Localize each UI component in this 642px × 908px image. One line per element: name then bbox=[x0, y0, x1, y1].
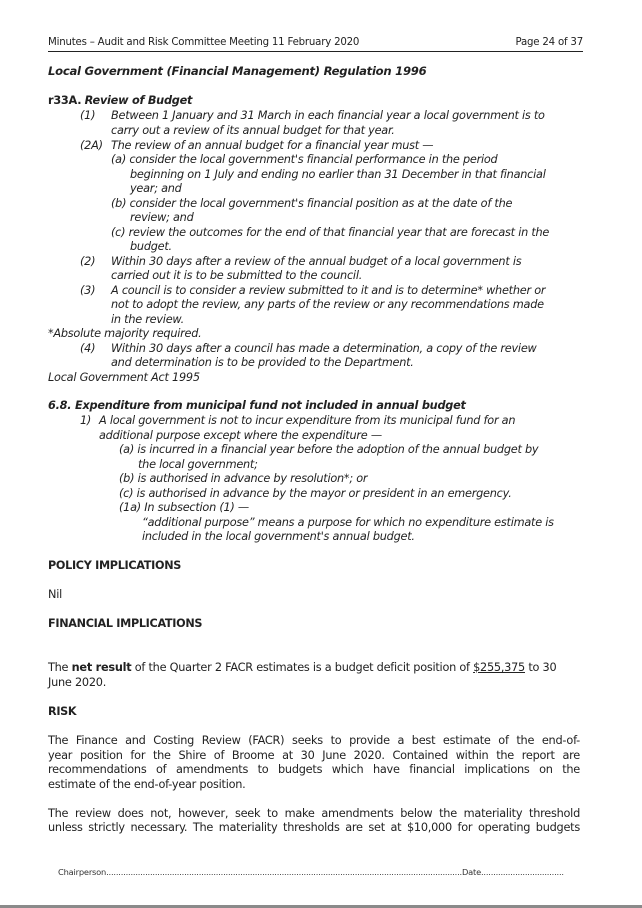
policy-text: Nil bbox=[48, 588, 62, 601]
subitem-text: (c) is authorised in advance by the mayor or president in an emergency. bbox=[119, 487, 512, 500]
item-text: carry out a review of its annual budget for that year. bbox=[111, 124, 395, 137]
definition-text: “additional purpose” means a purpose for which no expenditure estimate is bbox=[142, 516, 554, 529]
date-signature-line: .................................. bbox=[480, 867, 564, 877]
risk-heading: RISK bbox=[48, 705, 77, 718]
item-label: (2A) bbox=[80, 139, 103, 152]
definition-text: included in the local government's annual budget. bbox=[142, 530, 415, 543]
subitem-text: (b) is authorised in advance by resolution*; or bbox=[119, 472, 368, 485]
risk-para1-line: year position for the Shire of Broome at 30 June 2020. Contained within the report are bbox=[48, 749, 580, 762]
section-title: Review of Budget bbox=[84, 94, 193, 107]
item-text: A council is to consider a review submitted to it and is to determine* whether or bbox=[111, 284, 546, 297]
item-text: not to adopt the review, any parts of the review or any recommendations made bbox=[111, 298, 544, 311]
regulation-title: Local Government (Financial Management) Regulation 1996 bbox=[48, 64, 427, 78]
signature-footer bbox=[58, 867, 564, 877]
item-text: The review of an annual budget for a financial year must — bbox=[111, 139, 434, 152]
act-reference: Local Government Act 1995 bbox=[48, 371, 200, 384]
item-label: (3) bbox=[80, 284, 96, 297]
subitem-text: the local government; bbox=[138, 458, 258, 471]
item-text: Between 1 January and 31 March in each financial year a local government is to bbox=[111, 109, 545, 122]
item-text: A local government is not to incur expenditure from its municipal fund for an bbox=[99, 414, 516, 427]
chairperson-signature-line: .................................................................................................................................................. bbox=[106, 867, 462, 877]
date-label: Date bbox=[461, 867, 481, 877]
subitem-text: review; and bbox=[130, 211, 194, 224]
page-header bbox=[48, 35, 583, 52]
financial-text-post: to 30 bbox=[525, 661, 557, 674]
subitem-text: (a) is incurred in a financial year before the adoption of the annual budget by bbox=[119, 443, 539, 456]
page-number: Page 24 of 37 bbox=[515, 37, 583, 48]
subitem-text: beginning on 1 July and ending no earlier than 31 December in that financial bbox=[130, 168, 546, 181]
section-68-title: 6.8. Expenditure from municipal fund not included in annual budget bbox=[48, 399, 466, 412]
majority-note: *Absolute majority required. bbox=[48, 327, 202, 340]
subitem-text: (c) review the outcomes for the end of that financial year that are forecast in the bbox=[111, 226, 550, 239]
financial-text bbox=[48, 660, 556, 675]
subitem-text: (b) consider the local government's financial position as at the date of the bbox=[111, 197, 513, 210]
item-label: (4) bbox=[80, 342, 96, 355]
item-text: and determination is to be provided to the Department. bbox=[111, 356, 414, 369]
item-text: Within 30 days after a review of the annual budget of a local government is bbox=[111, 255, 522, 268]
header-title: Minutes – Audit and Risk Committee Meeting 11 February 2020 bbox=[48, 37, 360, 48]
risk-para1-line: The Finance and Costing Review (FACR) seeks to provide a best estimate of the end-of- bbox=[48, 734, 580, 747]
financial-text-line2: June 2020. bbox=[48, 676, 107, 689]
section-heading bbox=[48, 93, 192, 108]
subitem-text: year; and bbox=[130, 182, 182, 195]
policy-heading: POLICY IMPLICATIONS bbox=[48, 559, 182, 572]
risk-para2-line: The review does not, however, seek to make amendments below the materiality threshold bbox=[48, 807, 580, 820]
item-label: (1) bbox=[80, 109, 96, 122]
section-number: r33A. bbox=[48, 94, 82, 107]
item-label: (2) bbox=[80, 255, 96, 268]
chairperson-label: Chairperson bbox=[58, 867, 107, 877]
financial-text-pre: The bbox=[48, 661, 72, 674]
risk-para1-line: estimate of the end-of-year position. bbox=[48, 778, 246, 791]
item-text: Within 30 days after a council has made a determination, a copy of the review bbox=[111, 342, 537, 355]
subitem-text: (a) consider the local government's financial performance in the period bbox=[111, 153, 498, 166]
item-text: in the review. bbox=[111, 313, 184, 326]
financial-text-mid: of the Quarter 2 FACR estimates is a budget deficit position of bbox=[131, 661, 474, 674]
financial-heading: FINANCIAL IMPLICATIONS bbox=[48, 617, 203, 630]
subitem-text: (1a) In subsection (1) — bbox=[119, 501, 249, 514]
subitem-text: budget. bbox=[130, 240, 172, 253]
risk-para2-line: unless strictly necessary. The materiality thresholds are set at $10,000 for operating budgets bbox=[48, 821, 580, 834]
item-text: carried out it is to be submitted to the council. bbox=[111, 269, 363, 282]
risk-para1-line: recommendations of amendments to budgets which have financial implications on the bbox=[48, 763, 580, 776]
item-label: 1) bbox=[80, 414, 92, 427]
deficit-amount: $255,375 bbox=[473, 661, 525, 674]
net-result-label: net result bbox=[71, 661, 132, 674]
item-text: additional purpose except where the expenditure — bbox=[99, 429, 382, 442]
